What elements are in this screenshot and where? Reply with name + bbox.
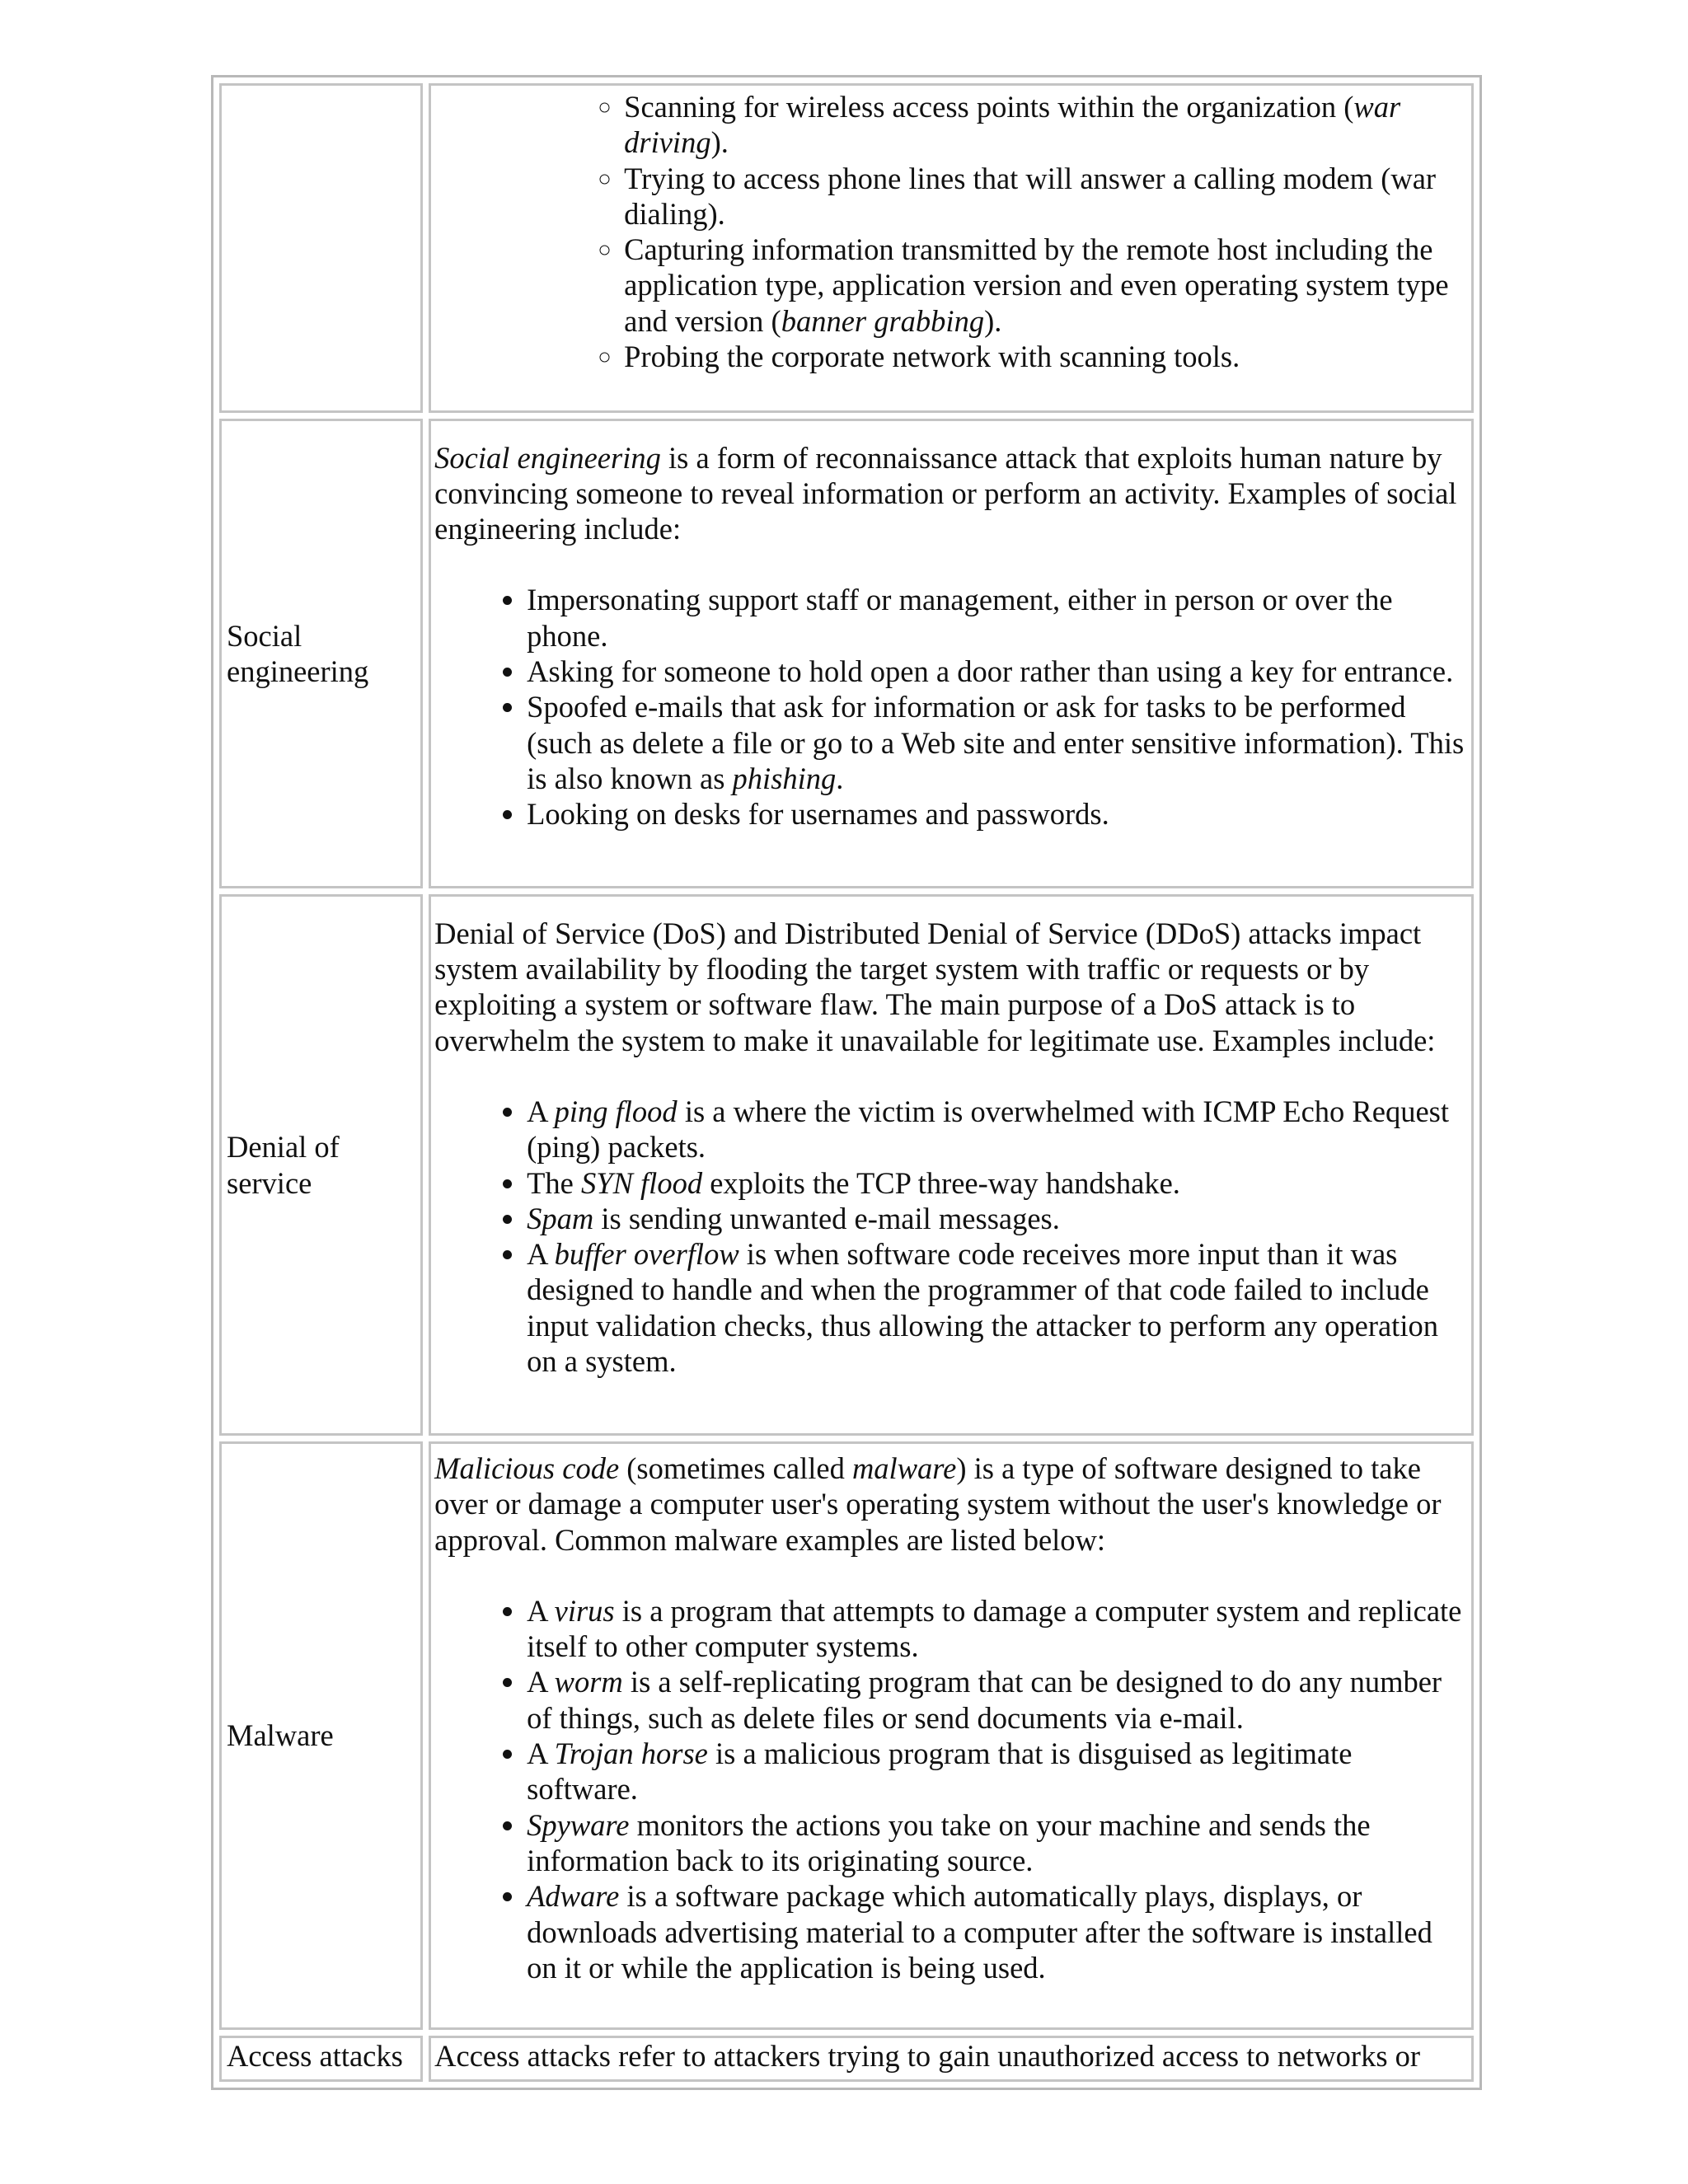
- row-label-cell: [219, 2036, 423, 2082]
- example-list: [434, 1094, 1468, 1379]
- row-label: Social engineering: [227, 618, 369, 688]
- list-item: • Impersonating support staff or management, either in person or over the phone.: [527, 582, 1468, 654]
- table-row: [219, 419, 1474, 888]
- table-row: [219, 894, 1474, 1436]
- row-intro: Denial of Service (DoS) and Distributed Denial of Service (DDoS) attacks impact system availability by flooding the target system with traffic or requests or by exploiting a system or software flaw. The main purpose of a DoS attack is to overwhelm the system to make it unavailable for legitimate use. Examples include:: [434, 916, 1436, 1057]
- list-item: • A virus is a program that attempts to damage a computer system and replicate itself to other computer systems.: [527, 1593, 1468, 1665]
- list-item: • Spyware monitors the actions you take on your machine and sends the information back to its originating source.: [527, 1807, 1468, 1879]
- row-label-cell: [219, 1441, 423, 2030]
- table-row: [219, 83, 1474, 413]
- row-content-cell: [429, 83, 1474, 413]
- list-item: • A ping flood is a where the victim is overwhelmed with ICMP Echo Request (ping) packets.: [527, 1094, 1468, 1165]
- list-item: • Spoofed e-mails that ask for information or ask for tasks to be performed (such as delete a file or go to a Web site and enter sensitive information). This is also known as phishing.: [527, 689, 1468, 796]
- list-item: ◦ Scanning for wireless access points within the organization (war driving).: [624, 89, 1468, 161]
- list-item: • Adware is a software package which automatically plays, displays, or downloads advertising material to a computer after the software is installed on it or while the application is being used.: [527, 1878, 1468, 1985]
- table-row: [219, 1441, 1474, 2030]
- row-label-cell: [219, 894, 423, 1436]
- list-item: • Asking for someone to hold open a door rather than using a key for entrance.: [527, 654, 1468, 689]
- list-item: • Looking on desks for usernames and passwords.: [527, 796, 1468, 832]
- row-label: Malware: [227, 1718, 334, 1753]
- row-intro: Social engineering is a form of reconnaissance attack that exploits human nature by convincing someone to reveal information or perform an activity. Examples of social engineering include:: [434, 440, 1457, 546]
- row-label-cell: [219, 419, 423, 888]
- attack-types-table: [211, 75, 1482, 2090]
- row-label: Access attacks: [227, 2039, 403, 2074]
- sub-list: [434, 89, 1468, 374]
- row-intro: Access attacks refer to attackers trying to gain unauthorized access to networks or: [434, 2039, 1421, 2074]
- list-item: • A buffer overflow is when software code receives more input than it was designed to handle and when the programmer of that code failed to include input validation checks, thus allowing the attacker to perform any operation on a system.: [527, 1236, 1468, 1379]
- row-intro: Malicious code (sometimes called malware) is a type of software designed to take over or damage a computer user's operating system without the user's knowledge or approval. Common malware examples are listed below:: [434, 1451, 1442, 1557]
- example-list: [434, 1593, 1468, 1985]
- row-label: Denial of service: [227, 1130, 340, 1200]
- table-row: [219, 2036, 1474, 2082]
- row-content-cell: [429, 894, 1474, 1436]
- example-list: [434, 582, 1468, 832]
- list-item: • The SYN flood exploits the TCP three-way handshake.: [527, 1165, 1468, 1201]
- list-item: ◦ Probing the corporate network with scanning tools.: [624, 339, 1468, 374]
- row-content-cell: [429, 419, 1474, 888]
- list-item: • A worm is a self-replicating program that can be designed to do any number of things, such as delete files or send documents via e-mail.: [527, 1664, 1468, 1736]
- list-item: ◦ Capturing information transmitted by the remote host including the application type, application version and even operating system type and version (banner grabbing).: [624, 232, 1468, 339]
- list-item: • Spam is sending unwanted e-mail messages.: [527, 1201, 1468, 1236]
- row-label-cell: [219, 83, 423, 413]
- row-content-cell: [429, 2036, 1474, 2082]
- list-item: • A Trojan horse is a malicious program that is disguised as legitimate software.: [527, 1736, 1468, 1807]
- list-item: ◦ Trying to access phone lines that will answer a calling modem (war dialing).: [624, 161, 1468, 232]
- row-content-cell: [429, 1441, 1474, 2030]
